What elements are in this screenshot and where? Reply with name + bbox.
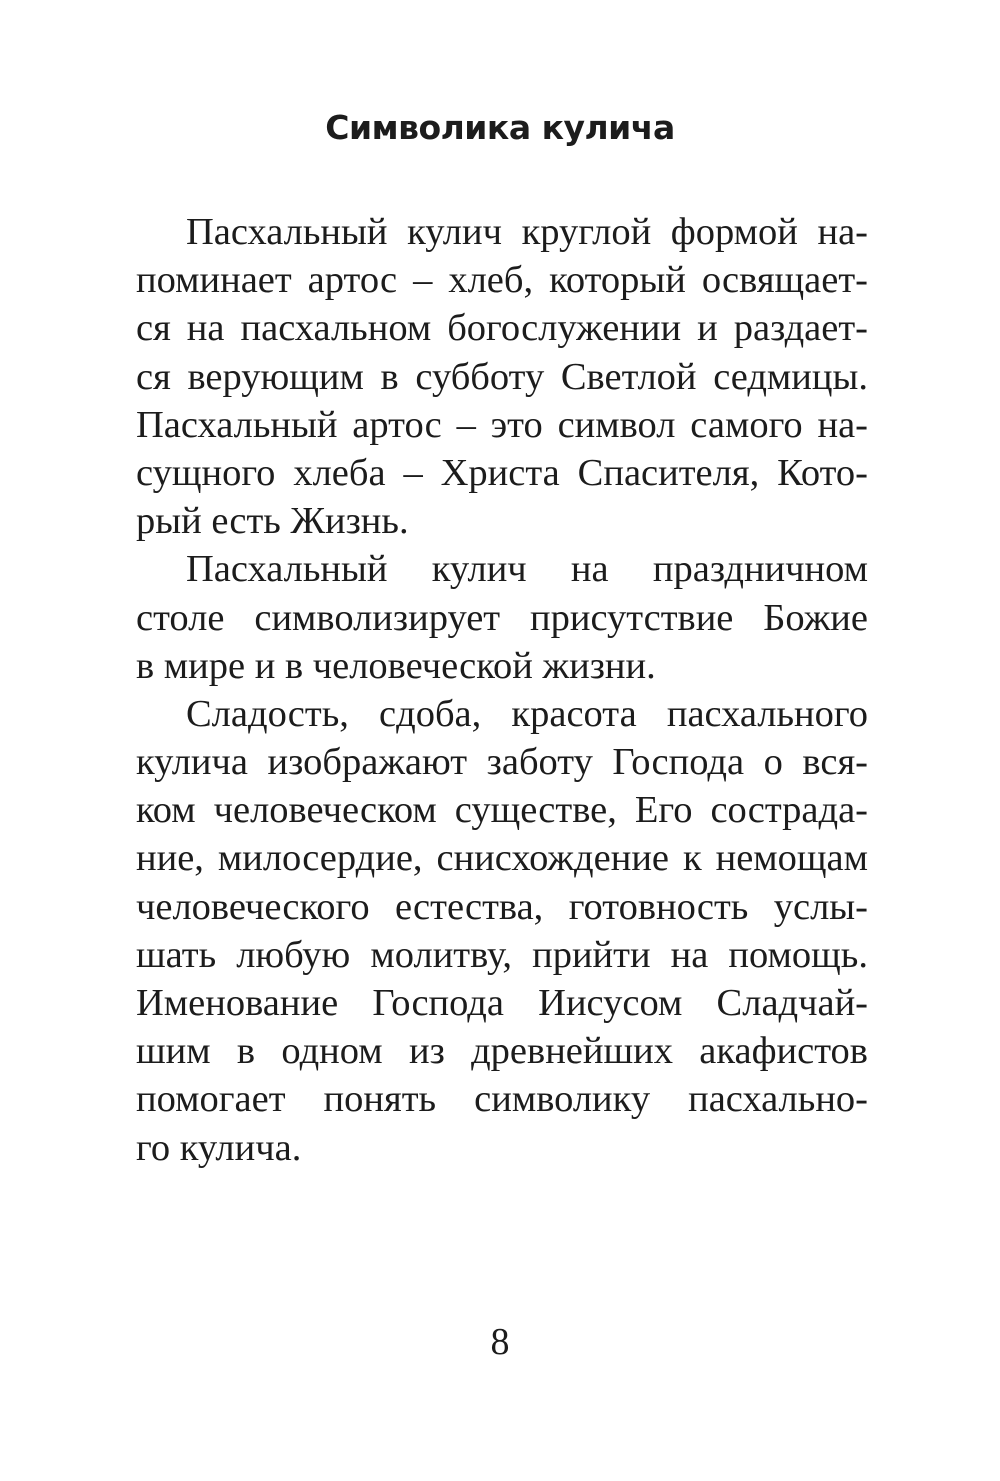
paragraph	[136, 208, 868, 545]
page-number: 8	[490, 1321, 510, 1363]
page-title: Символика кулича	[325, 108, 675, 147]
text-line: Пасхальный артос – это символ самого на-	[136, 403, 868, 446]
text-line: в мире и в человеческой жизни.	[136, 644, 656, 687]
text-line: столе символизирует присутствие Божие	[136, 596, 868, 639]
text-line: Сладость, сдоба, красота пасхального	[186, 692, 868, 735]
paragraph	[136, 545, 868, 690]
text-line: шим в одном из древнейших акафистов	[136, 1030, 868, 1073]
text-line: ние, милосердие, снисхождение к немощам	[136, 837, 868, 880]
text-line: Пасхальный кулич круглой формой на-	[186, 211, 868, 253]
text-line: человеческого естества, готовность услы-	[136, 885, 868, 928]
text-line: ся верующим в субботу Светлой седмицы.	[136, 355, 868, 398]
text-line: ком человеческом существе, Его сострада-	[136, 789, 868, 832]
text-line: Именование Господа Иисусом Сладчай-	[136, 982, 868, 1024]
text-line: Пасхальный кулич на праздничном	[186, 548, 868, 591]
text-line: поминает артос – хлеб, который освящает-	[136, 259, 868, 302]
text-line: помогает понять символику пасхально-	[136, 1078, 868, 1121]
paragraph	[136, 690, 868, 1172]
text-line: рый есть Жизнь.	[136, 500, 409, 543]
text-line: го кулича.	[136, 1126, 302, 1169]
body-text	[136, 208, 868, 1172]
text-line: кулича изображают заботу Господа о вся-	[136, 741, 868, 784]
text-line: ся на пасхальном богослужении и раздает-	[136, 307, 868, 350]
text-line: шать любую молитву, прийти на помощь.	[136, 933, 868, 976]
text-line: сущного хлеба – Христа Спасителя, Кото-	[136, 451, 868, 494]
